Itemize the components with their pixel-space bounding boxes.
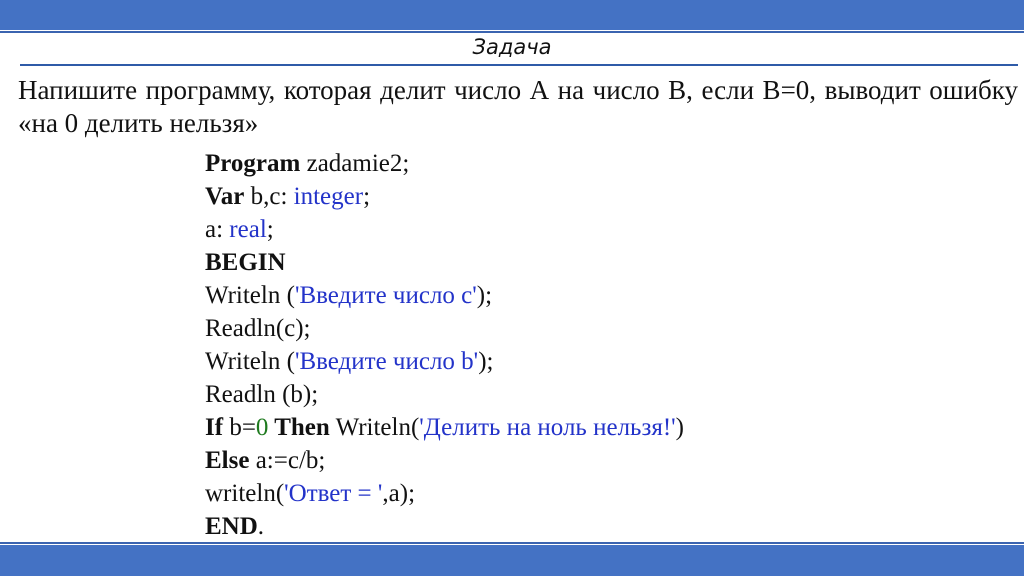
keyword: Program — [205, 150, 301, 177]
code-line-6 — [205, 312, 684, 345]
string-literal: 'Ответ = ' — [284, 480, 383, 507]
top-banner — [0, 0, 1024, 30]
code-line-2 — [205, 180, 684, 213]
code-line-4 — [205, 246, 684, 279]
slide-title: Задача — [472, 35, 552, 59]
keyword: END — [205, 513, 258, 540]
code-text: Readln(c); — [205, 315, 311, 342]
code-text: . — [257, 513, 265, 540]
keyword: BEGIN — [205, 249, 286, 276]
code-line-10 — [205, 444, 684, 477]
code-text: Readln (b); — [205, 381, 319, 408]
type-name: real — [229, 216, 267, 243]
string-literal: 'Введите число с' — [294, 282, 477, 309]
code-line-8 — [205, 378, 684, 411]
code-line-5 — [205, 279, 684, 312]
string-literal: 'Делить на ноль нельзя!' — [419, 414, 676, 441]
code-text: writeln( — [205, 480, 285, 507]
keyword: If — [205, 414, 224, 441]
keyword: Then — [268, 414, 330, 441]
code-line-12 — [205, 510, 684, 543]
code-text: b,c: — [244, 183, 294, 210]
type-name: integer — [293, 183, 364, 210]
code-text: Writeln ( — [205, 282, 295, 309]
code-text: ) — [675, 414, 684, 441]
code-block — [205, 147, 684, 543]
code-text: zadamie2; — [300, 150, 410, 177]
string-literal: 'Введите число b' — [294, 348, 479, 375]
code-line-9 — [205, 411, 684, 444]
code-line-11 — [205, 477, 684, 510]
code-text: ); — [478, 348, 494, 375]
code-line-7 — [205, 345, 684, 378]
code-text: b= — [223, 414, 256, 441]
title-underline — [20, 64, 1018, 66]
bottom-divider — [0, 542, 1024, 544]
number-literal: 0 — [255, 414, 269, 441]
code-text: a:=c/b; — [249, 447, 326, 474]
code-text: a: — [205, 216, 230, 243]
code-text: Writeln ( — [205, 348, 295, 375]
task-text: Напишите программу, которая делит число А на число В, если В=0, выводит ошибку «на 0 делить нельзя» — [18, 75, 1018, 138]
code-text: ,a); — [382, 480, 416, 507]
keyword: Else — [205, 447, 250, 474]
code-text: ); — [476, 282, 493, 309]
code-line-3 — [205, 213, 684, 246]
code-line-1 — [205, 147, 684, 180]
code-text: Writeln( — [329, 414, 420, 441]
keyword: Var — [205, 183, 245, 210]
bottom-banner — [0, 545, 1024, 576]
code-text: ; — [363, 183, 371, 210]
code-text: ; — [266, 216, 274, 243]
